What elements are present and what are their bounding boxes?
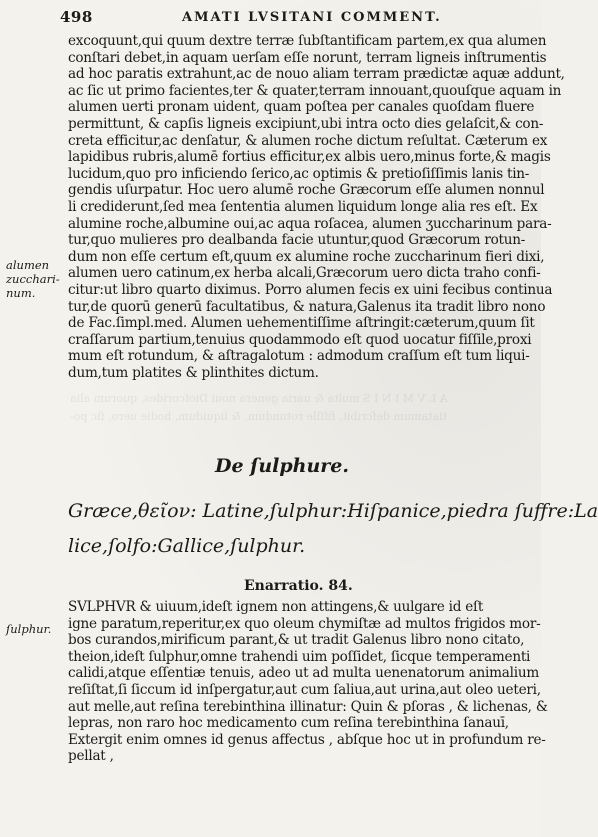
text-line: alumen uerti pronam uident, quam poſtea per canales quoſdam fluere — [68, 99, 535, 116]
text-line: craſſarum partium,tenuius quodammodo eſt quod uocatur fiſſile,proxi — [68, 331, 532, 348]
text-line: Extergit enim omnes id genus affectus , abſque hoc ut in profundum re- — [68, 731, 546, 748]
text-line: dum non eſſe certum eſt,quum ex alumine roche zuccharinum fieri dixi, — [68, 248, 545, 265]
text-line: igne paratum,reperitur,ex quo oleum chymiſtæ ad multos frigidos mor- — [68, 615, 541, 632]
margin-note-line: zucchari- — [6, 272, 60, 286]
margin-note-line: num. — [6, 286, 36, 300]
text-line: lepras, non raro hoc medicamento cum reſina terebinthina ſanauī, — [68, 715, 509, 732]
text-line: calidi,atque eſſentiæ tenuis, adeo ut ad multa uenenatorum animalium — [68, 665, 539, 682]
margin-note-line: alumen — [6, 258, 50, 272]
enarratio-label: Enarratio. 84. — [244, 578, 353, 594]
page-header — [0, 6, 541, 28]
running-head: AMATI LVSITANI COMMENT. — [182, 10, 442, 25]
synonyms-line: Græce,θεῖον: Latine,ſulphur:Hiſpanice,piedra ſuffre:La — [68, 500, 598, 522]
text-line: lucidum,quo pro inficiendo ſerico,ac optimis & pretioſiſſimis lanis tin- — [68, 165, 530, 182]
synonyms-line: lice,ſolfo:Gallice,ſulphur. — [68, 535, 306, 557]
text-line: tur,de quorū generū facultatibus, & natura,Galenus ita tradit libro nono — [68, 298, 546, 315]
text-line: permittunt, & capſis ligneis excipiunt,ubi intra octo dies gelaſcit,& con- — [68, 115, 544, 132]
text-line: bos curandos,mirificum parant,& ut tradit Galenus libro nono citato, — [68, 632, 525, 649]
synonyms-block — [68, 494, 598, 564]
text-line: citur:ut libro quarto diximus. Porro alumen fecis ex uini fecibus continua — [68, 281, 553, 298]
text-line: lapidibus rubris,alumē fortius efficitur,ex albis uero,minus forte,& magis — [68, 149, 551, 166]
text-line: theion,ideſt ſulphur,omne trahendi uim poſſidet, ſicque temperamenti — [68, 648, 531, 665]
text-line: SVLPHVR & uiuum,ideſt ignem non attingens,& uulgare id eſt — [68, 599, 484, 615]
margin-note-alumen — [6, 258, 60, 300]
text-line: ad hoc paratis extrahunt,ac de nouo aliam terram prædictæ aquæ addunt, — [68, 66, 565, 83]
text-line: tur,quo mulieres pro dealbanda facie utuntur,quod Græcorum rotun- — [68, 232, 526, 249]
text-line: gendis uſurpatur. Hoc uero alumē roche Græcorum eſſe alumen nonnul — [68, 182, 545, 199]
margin-note-sulphur: ſulphur. — [6, 622, 52, 636]
text-line: conſtari debet,in aquam uerſam eſſe norunt, terram ligneis inſtrumentis — [68, 49, 547, 66]
sulphur-text-block — [68, 599, 548, 765]
section-heading: De ſulphure. — [215, 455, 350, 477]
text-line: excoquunt,qui quum dextre terræ ſubſtantificam partem,ex qua alumen — [68, 33, 547, 49]
text-line: de Fac.ſimpl.med. Alumen uehementiſſime aſtringit:cæterum,quum ſit — [68, 315, 535, 332]
text-line: li crediderunt,ſed mea ſententia alumen liquidum longe alia res eſt. Ex — [68, 198, 538, 215]
text-line: ac ſic ut primo facientes,ter & quater,terram innouant,quouſque aquam in — [68, 82, 562, 99]
text-line: alumine roche,albumine oui,ac aqua roſacea, alumen ʒuccharinum para- — [68, 215, 552, 232]
text-line: pellat , — [68, 748, 114, 765]
text-line: creta efficitur,ac denſatur, & alumen roche dictum reſultat. Cæterum ex — [68, 132, 548, 149]
text-line: mum eſt rotundum, & aſtragalotum : admodum craſſum eſt tum liqui- — [68, 348, 530, 365]
bleed-through: tiatamum deſcribit, fiſſile rotundum, & liquidum, hodie uero, ſic po- — [70, 410, 447, 423]
text-line: reſiſtat,ſi ſiccum id inſpergatur,aut cum ſaliua,aut urina,aut oleo ueteri, — [68, 681, 541, 698]
text-line: aut melle,aut reſina terebinthina illinatur: Quin & pſoras , & lichenas, & — [68, 698, 548, 715]
text-line: alumen uero catinum,ex herba alcali,Græcorum uero dicta traho confi- — [68, 265, 541, 282]
page-number: 498 — [60, 8, 93, 26]
bleed-through: A L V M I N I S multa & uaria genera noui Dioſcorides, quorum alia — [70, 392, 448, 405]
main-text-block — [68, 33, 565, 381]
text-line: dum,tum platites & plinthites dictum. — [68, 364, 319, 381]
